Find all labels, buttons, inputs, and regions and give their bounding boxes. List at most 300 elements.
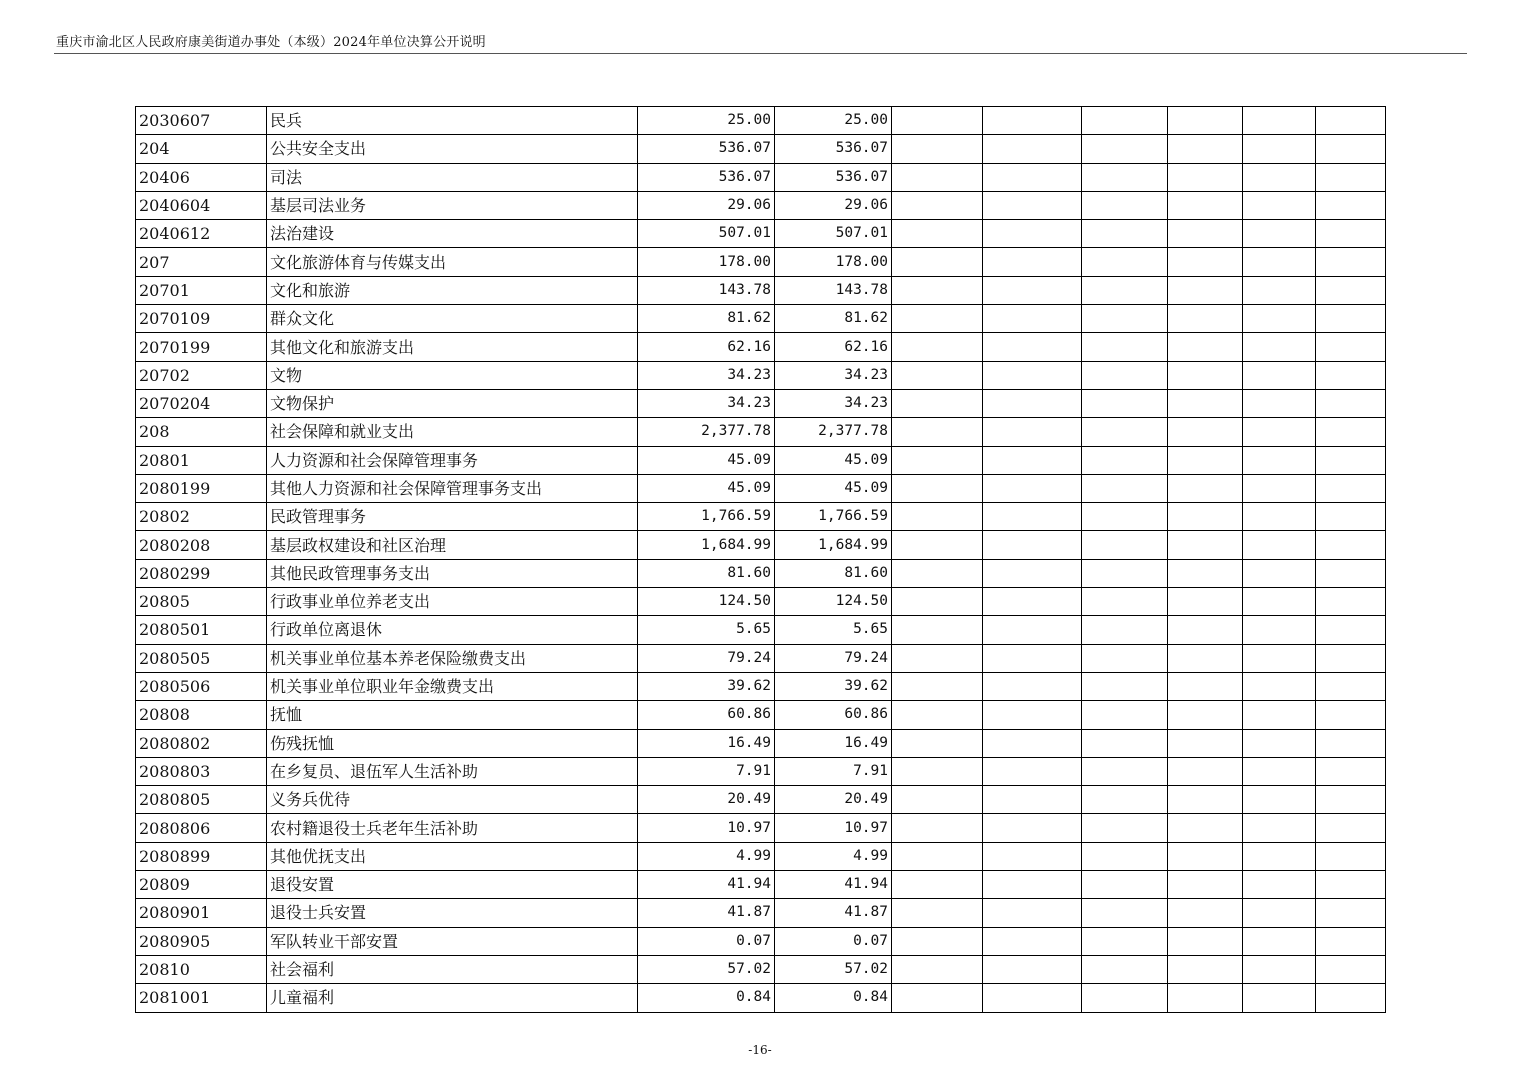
empty-cell	[1243, 305, 1316, 333]
table-row	[136, 220, 1386, 248]
empty-cell	[1243, 701, 1316, 729]
empty-cell	[983, 418, 1082, 446]
row-value-cell: 39.62	[775, 672, 892, 700]
row-code-cell: 2080208	[136, 531, 267, 559]
empty-cell	[1168, 899, 1243, 927]
empty-cell	[1082, 107, 1168, 135]
empty-cell	[892, 474, 983, 502]
empty-cell	[1243, 446, 1316, 474]
empty-cell	[983, 927, 1082, 955]
empty-cell	[983, 163, 1082, 191]
row-name-cell: 在乡复员、退伍军人生活补助	[267, 757, 638, 785]
empty-cell	[1243, 107, 1316, 135]
empty-cell	[983, 757, 1082, 785]
empty-cell	[983, 842, 1082, 870]
row-value-cell: 81.62	[638, 305, 775, 333]
row-value-cell: 124.50	[775, 588, 892, 616]
row-code-cell: 208	[136, 418, 267, 446]
empty-cell	[983, 446, 1082, 474]
empty-cell	[1168, 361, 1243, 389]
empty-cell	[983, 786, 1082, 814]
table-row	[136, 361, 1386, 389]
empty-cell	[1243, 757, 1316, 785]
table-row	[136, 474, 1386, 502]
empty-cell	[1082, 701, 1168, 729]
empty-cell	[1243, 474, 1316, 502]
empty-cell	[983, 107, 1082, 135]
empty-cell	[1168, 305, 1243, 333]
table-row	[136, 786, 1386, 814]
row-value-cell: 536.07	[638, 163, 775, 191]
row-value-cell: 178.00	[775, 248, 892, 276]
row-value-cell: 62.16	[775, 333, 892, 361]
empty-cell	[983, 559, 1082, 587]
empty-cell	[1168, 955, 1243, 983]
empty-cell	[1082, 955, 1168, 983]
row-value-cell: 34.23	[775, 389, 892, 417]
row-name-cell: 社会保障和就业支出	[267, 418, 638, 446]
empty-cell	[1316, 107, 1386, 135]
row-value-cell: 25.00	[775, 107, 892, 135]
empty-cell	[1316, 389, 1386, 417]
empty-cell	[892, 672, 983, 700]
row-name-cell: 机关事业单位职业年金缴费支出	[267, 672, 638, 700]
row-value-cell: 5.65	[775, 616, 892, 644]
empty-cell	[1168, 729, 1243, 757]
empty-cell	[1243, 729, 1316, 757]
empty-cell	[892, 814, 983, 842]
empty-cell	[892, 191, 983, 219]
empty-cell	[1243, 333, 1316, 361]
table-row	[136, 163, 1386, 191]
row-code-cell: 20801	[136, 446, 267, 474]
row-value-cell: 1,684.99	[638, 531, 775, 559]
row-name-cell: 其他文化和旅游支出	[267, 333, 638, 361]
row-name-cell: 人力资源和社会保障管理事务	[267, 446, 638, 474]
empty-cell	[1316, 644, 1386, 672]
empty-cell	[1316, 305, 1386, 333]
empty-cell	[1082, 927, 1168, 955]
row-code-cell: 20805	[136, 588, 267, 616]
empty-cell	[1316, 672, 1386, 700]
table-row	[136, 191, 1386, 219]
empty-cell	[1316, 503, 1386, 531]
empty-cell	[892, 163, 983, 191]
empty-cell	[892, 984, 983, 1012]
row-code-cell: 2080505	[136, 644, 267, 672]
empty-cell	[1243, 503, 1316, 531]
empty-cell	[892, 531, 983, 559]
empty-cell	[1316, 786, 1386, 814]
empty-cell	[983, 644, 1082, 672]
empty-cell	[983, 672, 1082, 700]
row-code-cell: 2080803	[136, 757, 267, 785]
empty-cell	[1316, 899, 1386, 927]
row-value-cell: 45.09	[775, 446, 892, 474]
empty-cell	[1316, 220, 1386, 248]
row-value-cell: 41.94	[775, 871, 892, 899]
empty-cell	[1082, 276, 1168, 304]
table-row	[136, 899, 1386, 927]
row-value-cell: 16.49	[775, 729, 892, 757]
table-row	[136, 418, 1386, 446]
empty-cell	[1082, 503, 1168, 531]
empty-cell	[983, 531, 1082, 559]
table-row	[136, 503, 1386, 531]
table-row	[136, 305, 1386, 333]
empty-cell	[1082, 248, 1168, 276]
table-row	[136, 842, 1386, 870]
empty-cell	[1243, 191, 1316, 219]
table-row	[136, 107, 1386, 135]
empty-cell	[1168, 107, 1243, 135]
empty-cell	[892, 446, 983, 474]
row-name-cell: 行政事业单位养老支出	[267, 588, 638, 616]
row-code-cell: 2080905	[136, 927, 267, 955]
empty-cell	[892, 559, 983, 587]
empty-cell	[1082, 163, 1168, 191]
row-code-cell: 2080501	[136, 616, 267, 644]
empty-cell	[1168, 559, 1243, 587]
empty-cell	[983, 616, 1082, 644]
row-value-cell: 29.06	[638, 191, 775, 219]
row-value-cell: 4.99	[638, 842, 775, 870]
empty-cell	[1243, 531, 1316, 559]
empty-cell	[1316, 871, 1386, 899]
empty-cell	[1082, 474, 1168, 502]
empty-cell	[1082, 531, 1168, 559]
empty-cell	[1316, 474, 1386, 502]
empty-cell	[892, 842, 983, 870]
row-code-cell: 2080802	[136, 729, 267, 757]
empty-cell	[1168, 135, 1243, 163]
row-value-cell: 0.07	[638, 927, 775, 955]
empty-cell	[1243, 276, 1316, 304]
row-name-cell: 伤残抚恤	[267, 729, 638, 757]
row-code-cell: 2080899	[136, 842, 267, 870]
row-value-cell: 79.24	[775, 644, 892, 672]
row-name-cell: 其他优抚支出	[267, 842, 638, 870]
table-row	[136, 559, 1386, 587]
row-value-cell: 34.23	[638, 361, 775, 389]
table-row	[136, 814, 1386, 842]
row-value-cell: 81.60	[775, 559, 892, 587]
empty-cell	[1243, 786, 1316, 814]
empty-cell	[1243, 871, 1316, 899]
row-value-cell: 10.97	[638, 814, 775, 842]
row-name-cell: 文物保护	[267, 389, 638, 417]
empty-cell	[1316, 927, 1386, 955]
table-row	[136, 531, 1386, 559]
empty-cell	[1082, 220, 1168, 248]
row-code-cell: 2070199	[136, 333, 267, 361]
empty-cell	[1082, 729, 1168, 757]
empty-cell	[1168, 984, 1243, 1012]
empty-cell	[1168, 871, 1243, 899]
empty-cell	[1082, 559, 1168, 587]
page-number: -16-	[748, 1043, 772, 1057]
row-name-cell: 群众文化	[267, 305, 638, 333]
empty-cell	[1168, 474, 1243, 502]
row-value-cell: 41.94	[638, 871, 775, 899]
table-row	[136, 446, 1386, 474]
row-value-cell: 25.00	[638, 107, 775, 135]
row-value-cell: 0.84	[638, 984, 775, 1012]
empty-cell	[983, 248, 1082, 276]
empty-cell	[1243, 984, 1316, 1012]
empty-cell	[1316, 559, 1386, 587]
empty-cell	[1243, 163, 1316, 191]
row-name-cell: 民政管理事务	[267, 503, 638, 531]
empty-cell	[983, 333, 1082, 361]
row-code-cell: 20406	[136, 163, 267, 191]
table-row	[136, 389, 1386, 417]
row-value-cell: 57.02	[638, 955, 775, 983]
row-name-cell: 行政单位离退休	[267, 616, 638, 644]
row-value-cell: 16.49	[638, 729, 775, 757]
empty-cell	[1168, 927, 1243, 955]
empty-cell	[1168, 814, 1243, 842]
row-name-cell: 退役士兵安置	[267, 899, 638, 927]
row-name-cell: 机关事业单位基本养老保险缴费支出	[267, 644, 638, 672]
empty-cell	[1316, 531, 1386, 559]
empty-cell	[892, 107, 983, 135]
empty-cell	[1082, 984, 1168, 1012]
row-code-cell: 2081001	[136, 984, 267, 1012]
empty-cell	[892, 786, 983, 814]
empty-cell	[1168, 616, 1243, 644]
row-value-cell: 41.87	[775, 899, 892, 927]
empty-cell	[1243, 899, 1316, 927]
empty-cell	[1316, 135, 1386, 163]
empty-cell	[1316, 418, 1386, 446]
empty-cell	[1082, 361, 1168, 389]
empty-cell	[892, 503, 983, 531]
row-value-cell: 57.02	[775, 955, 892, 983]
empty-cell	[983, 729, 1082, 757]
page-header-title: 重庆市渝北区人民政府康美街道办事处（本级）2024年单位决算公开说明	[56, 35, 486, 50]
empty-cell	[1168, 276, 1243, 304]
row-value-cell: 178.00	[638, 248, 775, 276]
empty-cell	[1316, 588, 1386, 616]
empty-cell	[983, 220, 1082, 248]
row-name-cell: 民兵	[267, 107, 638, 135]
empty-cell	[1168, 531, 1243, 559]
empty-cell	[892, 644, 983, 672]
row-value-cell: 34.23	[775, 361, 892, 389]
row-value-cell: 5.65	[638, 616, 775, 644]
empty-cell	[1316, 729, 1386, 757]
row-code-cell: 204	[136, 135, 267, 163]
table-row	[136, 135, 1386, 163]
empty-cell	[1316, 616, 1386, 644]
row-name-cell: 军队转业干部安置	[267, 927, 638, 955]
row-code-cell: 2040612	[136, 220, 267, 248]
empty-cell	[1243, 220, 1316, 248]
row-code-cell: 2070109	[136, 305, 267, 333]
empty-cell	[1168, 333, 1243, 361]
table-row	[136, 757, 1386, 785]
empty-cell	[983, 814, 1082, 842]
empty-cell	[1168, 446, 1243, 474]
empty-cell	[892, 135, 983, 163]
row-value-cell: 7.91	[775, 757, 892, 785]
row-value-cell: 2,377.78	[638, 418, 775, 446]
row-name-cell: 义务兵优待	[267, 786, 638, 814]
row-value-cell: 0.07	[775, 927, 892, 955]
empty-cell	[892, 418, 983, 446]
empty-cell	[983, 135, 1082, 163]
empty-cell	[892, 757, 983, 785]
row-name-cell: 公共安全支出	[267, 135, 638, 163]
empty-cell	[983, 276, 1082, 304]
row-value-cell: 41.87	[638, 899, 775, 927]
table-row	[136, 616, 1386, 644]
row-value-cell: 29.06	[775, 191, 892, 219]
empty-cell	[1082, 644, 1168, 672]
row-code-cell: 207	[136, 248, 267, 276]
empty-cell	[892, 701, 983, 729]
empty-cell	[1243, 389, 1316, 417]
table-row	[136, 588, 1386, 616]
empty-cell	[892, 899, 983, 927]
empty-cell	[892, 333, 983, 361]
empty-cell	[1168, 191, 1243, 219]
empty-cell	[1243, 588, 1316, 616]
empty-cell	[1243, 616, 1316, 644]
empty-cell	[1082, 418, 1168, 446]
empty-cell	[983, 701, 1082, 729]
row-name-cell: 文化旅游体育与传媒支出	[267, 248, 638, 276]
empty-cell	[1316, 276, 1386, 304]
empty-cell	[1168, 418, 1243, 446]
row-value-cell: 45.09	[775, 474, 892, 502]
empty-cell	[892, 305, 983, 333]
row-value-cell: 1,766.59	[638, 503, 775, 531]
row-code-cell: 2080805	[136, 786, 267, 814]
table-row	[136, 672, 1386, 700]
empty-cell	[1243, 418, 1316, 446]
row-value-cell: 62.16	[638, 333, 775, 361]
row-code-cell: 20802	[136, 503, 267, 531]
table-row	[136, 333, 1386, 361]
row-value-cell: 45.09	[638, 474, 775, 502]
row-value-cell: 20.49	[775, 786, 892, 814]
row-value-cell: 2,377.78	[775, 418, 892, 446]
row-code-cell: 2080806	[136, 814, 267, 842]
empty-cell	[1168, 220, 1243, 248]
table-row	[136, 248, 1386, 276]
empty-cell	[983, 899, 1082, 927]
empty-cell	[983, 191, 1082, 219]
row-name-cell: 退役安置	[267, 871, 638, 899]
empty-cell	[1168, 163, 1243, 191]
empty-cell	[1243, 842, 1316, 870]
empty-cell	[1243, 248, 1316, 276]
row-value-cell: 1,684.99	[775, 531, 892, 559]
empty-cell	[1082, 786, 1168, 814]
empty-cell	[1316, 191, 1386, 219]
row-value-cell: 507.01	[638, 220, 775, 248]
header-divider	[54, 53, 1467, 54]
empty-cell	[1168, 786, 1243, 814]
row-code-cell: 20808	[136, 701, 267, 729]
table-row	[136, 729, 1386, 757]
empty-cell	[1316, 757, 1386, 785]
row-code-cell: 2040604	[136, 191, 267, 219]
empty-cell	[892, 389, 983, 417]
budget-table	[135, 106, 1386, 1013]
row-name-cell: 文物	[267, 361, 638, 389]
empty-cell	[1168, 672, 1243, 700]
empty-cell	[1316, 446, 1386, 474]
table-row	[136, 955, 1386, 983]
row-code-cell: 20810	[136, 955, 267, 983]
empty-cell	[1316, 814, 1386, 842]
row-name-cell: 抚恤	[267, 701, 638, 729]
empty-cell	[1082, 757, 1168, 785]
empty-cell	[1243, 672, 1316, 700]
empty-cell	[983, 389, 1082, 417]
empty-cell	[1082, 446, 1168, 474]
row-value-cell: 0.84	[775, 984, 892, 1012]
empty-cell	[1082, 389, 1168, 417]
empty-cell	[1082, 871, 1168, 899]
table-row	[136, 276, 1386, 304]
row-value-cell: 34.23	[638, 389, 775, 417]
row-value-cell: 4.99	[775, 842, 892, 870]
empty-cell	[1316, 361, 1386, 389]
row-value-cell: 124.50	[638, 588, 775, 616]
empty-cell	[1168, 588, 1243, 616]
row-code-cell: 2080901	[136, 899, 267, 927]
empty-cell	[892, 729, 983, 757]
row-value-cell: 81.60	[638, 559, 775, 587]
empty-cell	[983, 361, 1082, 389]
empty-cell	[1082, 588, 1168, 616]
empty-cell	[1082, 191, 1168, 219]
empty-cell	[1168, 503, 1243, 531]
table-row	[136, 871, 1386, 899]
row-code-cell: 20702	[136, 361, 267, 389]
row-code-cell: 2030607	[136, 107, 267, 135]
empty-cell	[892, 927, 983, 955]
empty-cell	[1082, 305, 1168, 333]
empty-cell	[1168, 389, 1243, 417]
row-name-cell: 基层政权建设和社区治理	[267, 531, 638, 559]
row-value-cell: 536.07	[638, 135, 775, 163]
empty-cell	[1316, 955, 1386, 983]
row-value-cell: 20.49	[638, 786, 775, 814]
row-value-cell: 60.86	[775, 701, 892, 729]
empty-cell	[1316, 984, 1386, 1012]
row-name-cell: 农村籍退役士兵老年生活补助	[267, 814, 638, 842]
empty-cell	[1082, 899, 1168, 927]
row-value-cell: 507.01	[775, 220, 892, 248]
empty-cell	[983, 305, 1082, 333]
empty-cell	[983, 955, 1082, 983]
empty-cell	[892, 616, 983, 644]
row-value-cell: 143.78	[775, 276, 892, 304]
empty-cell	[892, 276, 983, 304]
row-value-cell: 7.91	[638, 757, 775, 785]
empty-cell	[1243, 644, 1316, 672]
empty-cell	[1316, 701, 1386, 729]
row-name-cell: 法治建设	[267, 220, 638, 248]
empty-cell	[892, 220, 983, 248]
table-row	[136, 927, 1386, 955]
empty-cell	[1243, 361, 1316, 389]
